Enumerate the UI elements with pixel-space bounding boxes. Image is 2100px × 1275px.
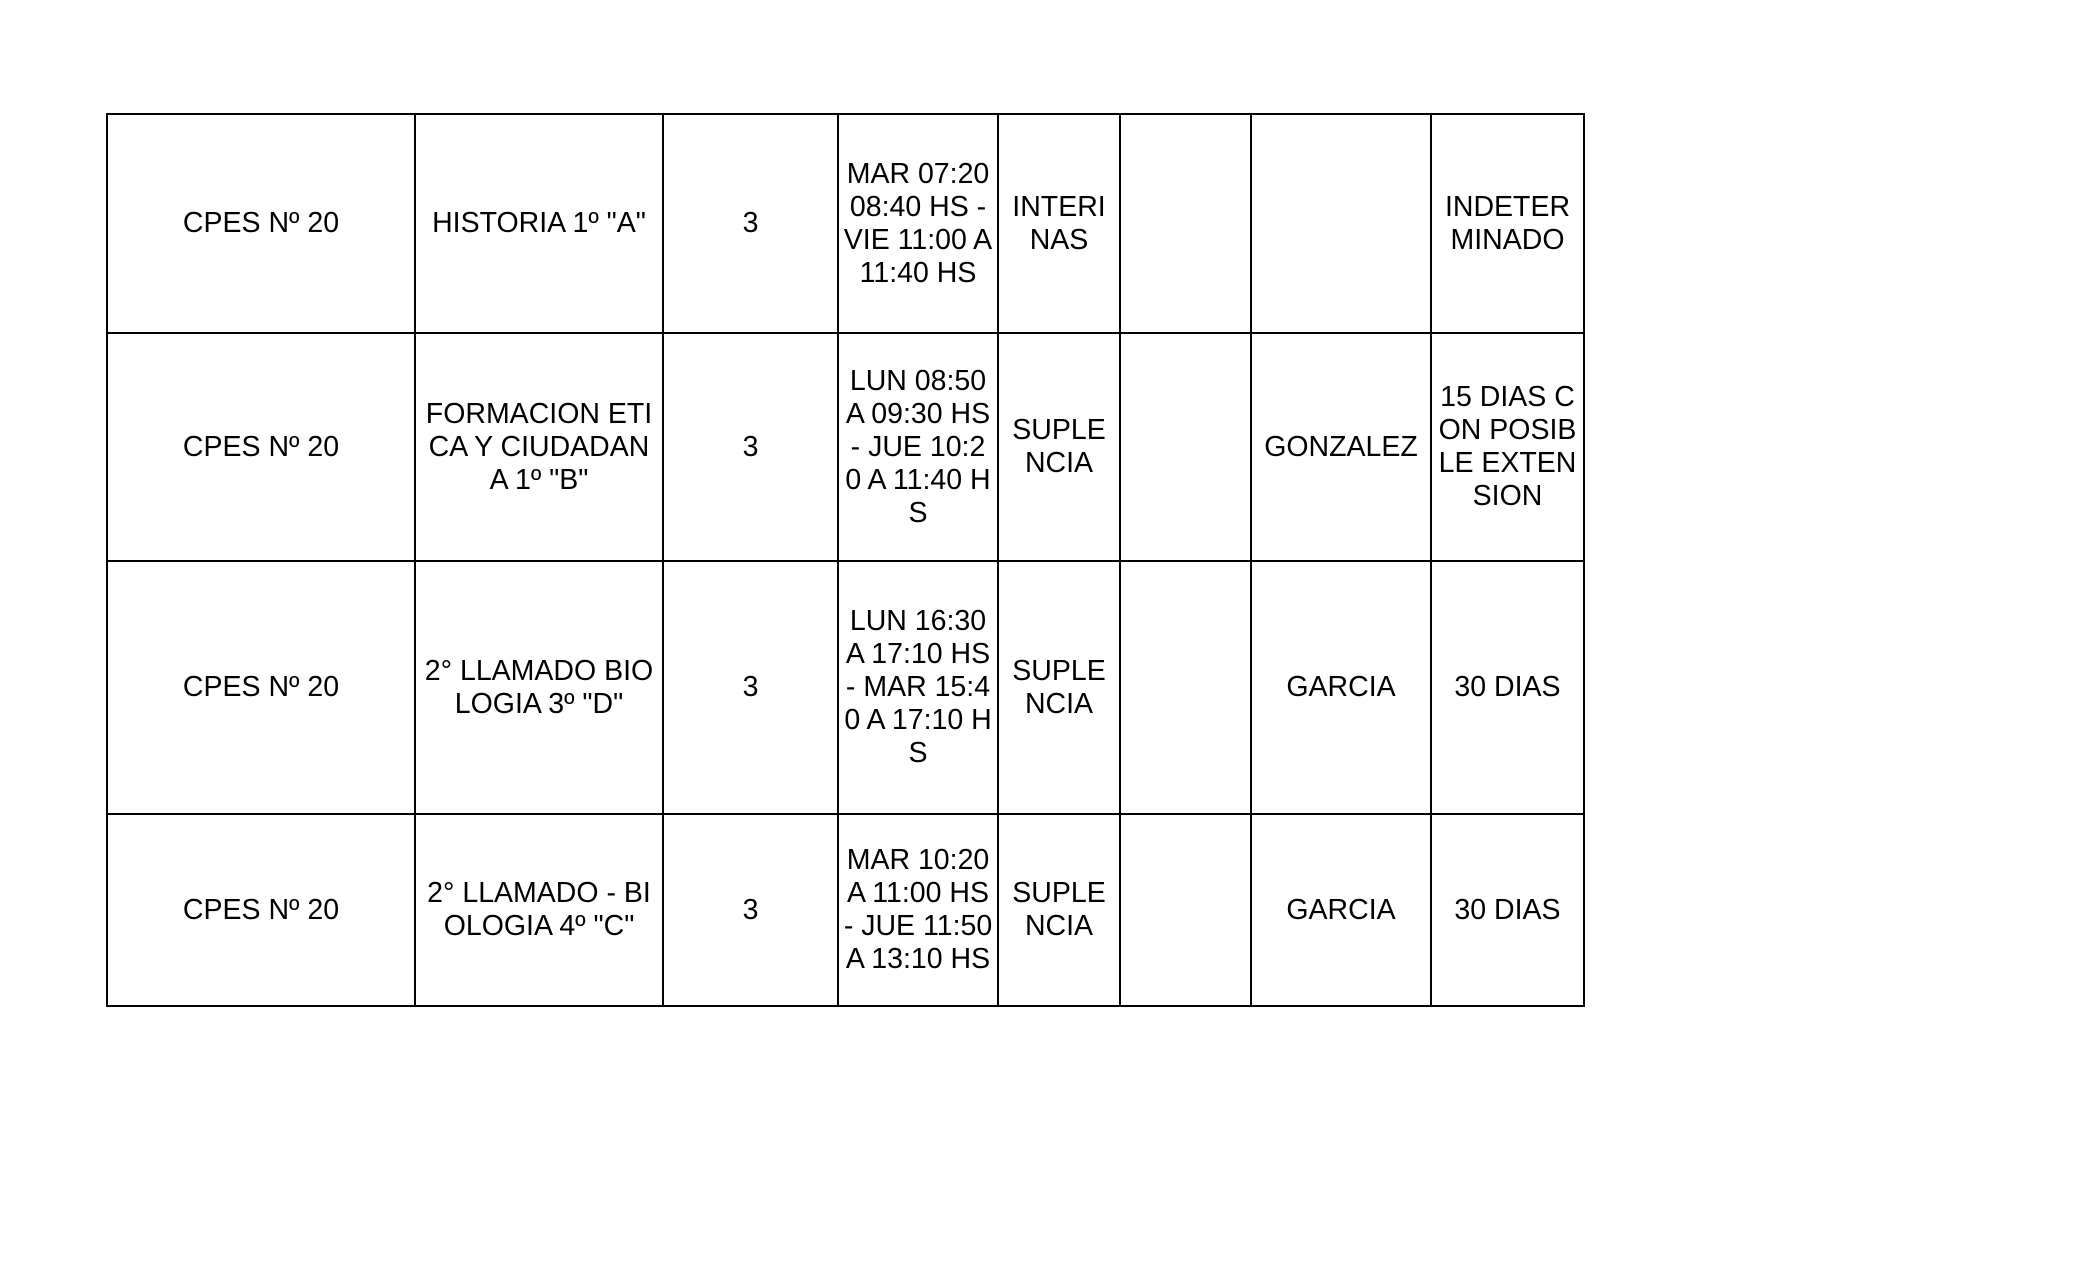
type-cell: SUPLENCIA <box>998 333 1120 561</box>
institution-cell: CPES Nº 20 <box>107 114 415 333</box>
empty-cell <box>1120 333 1251 561</box>
subject-cell: 2° LLAMADO BIOLOGIA 3º "D" <box>415 561 663 814</box>
schedule-cell: MAR 10:20 A 11:00 HS - JUE 11:50 A 13:10 HS <box>838 814 998 1006</box>
table-row <box>107 114 1584 333</box>
teacher-cell <box>1251 114 1431 333</box>
type-cell: SUPLENCIA <box>998 814 1120 1006</box>
hours-cell: 3 <box>663 333 838 561</box>
institution-cell: CPES Nº 20 <box>107 814 415 1006</box>
empty-cell <box>1120 814 1251 1006</box>
institution-cell: CPES Nº 20 <box>107 333 415 561</box>
schedule-cell: LUN 08:50 A 09:30 HS - JUE 10:20 A 11:40 HS <box>838 333 998 561</box>
table-row <box>107 333 1584 561</box>
type-cell: INTERINAS <box>998 114 1120 333</box>
table-row <box>107 561 1584 814</box>
subject-cell: 2° LLAMADO - BIOLOGIA 4º "C" <box>415 814 663 1006</box>
schedule-cell: LUN 16:30 A 17:10 HS - MAR 15:40 A 17:10 HS <box>838 561 998 814</box>
table-row <box>107 814 1584 1006</box>
duration-cell: 15 DIAS CON POSIBLE EXTENSION <box>1431 333 1584 561</box>
subject-cell: FORMACION ETICA Y CIUDADANA 1º "B" <box>415 333 663 561</box>
vacancy-table <box>106 113 1585 1007</box>
teacher-cell: GARCIA <box>1251 561 1431 814</box>
duration-cell: 30 DIAS <box>1431 561 1584 814</box>
duration-cell: INDETERMINADO <box>1431 114 1584 333</box>
hours-cell: 3 <box>663 114 838 333</box>
teacher-cell: GARCIA <box>1251 814 1431 1006</box>
hours-cell: 3 <box>663 814 838 1006</box>
hours-cell: 3 <box>663 561 838 814</box>
schedule-cell: MAR 07:20 08:40 HS - VIE 11:00 A 11:40 HS <box>838 114 998 333</box>
subject-cell: HISTORIA 1º "A" <box>415 114 663 333</box>
empty-cell <box>1120 561 1251 814</box>
empty-cell <box>1120 114 1251 333</box>
duration-cell: 30 DIAS <box>1431 814 1584 1006</box>
teacher-cell: GONZALEZ <box>1251 333 1431 561</box>
institution-cell: CPES Nº 20 <box>107 561 415 814</box>
type-cell: SUPLENCIA <box>998 561 1120 814</box>
